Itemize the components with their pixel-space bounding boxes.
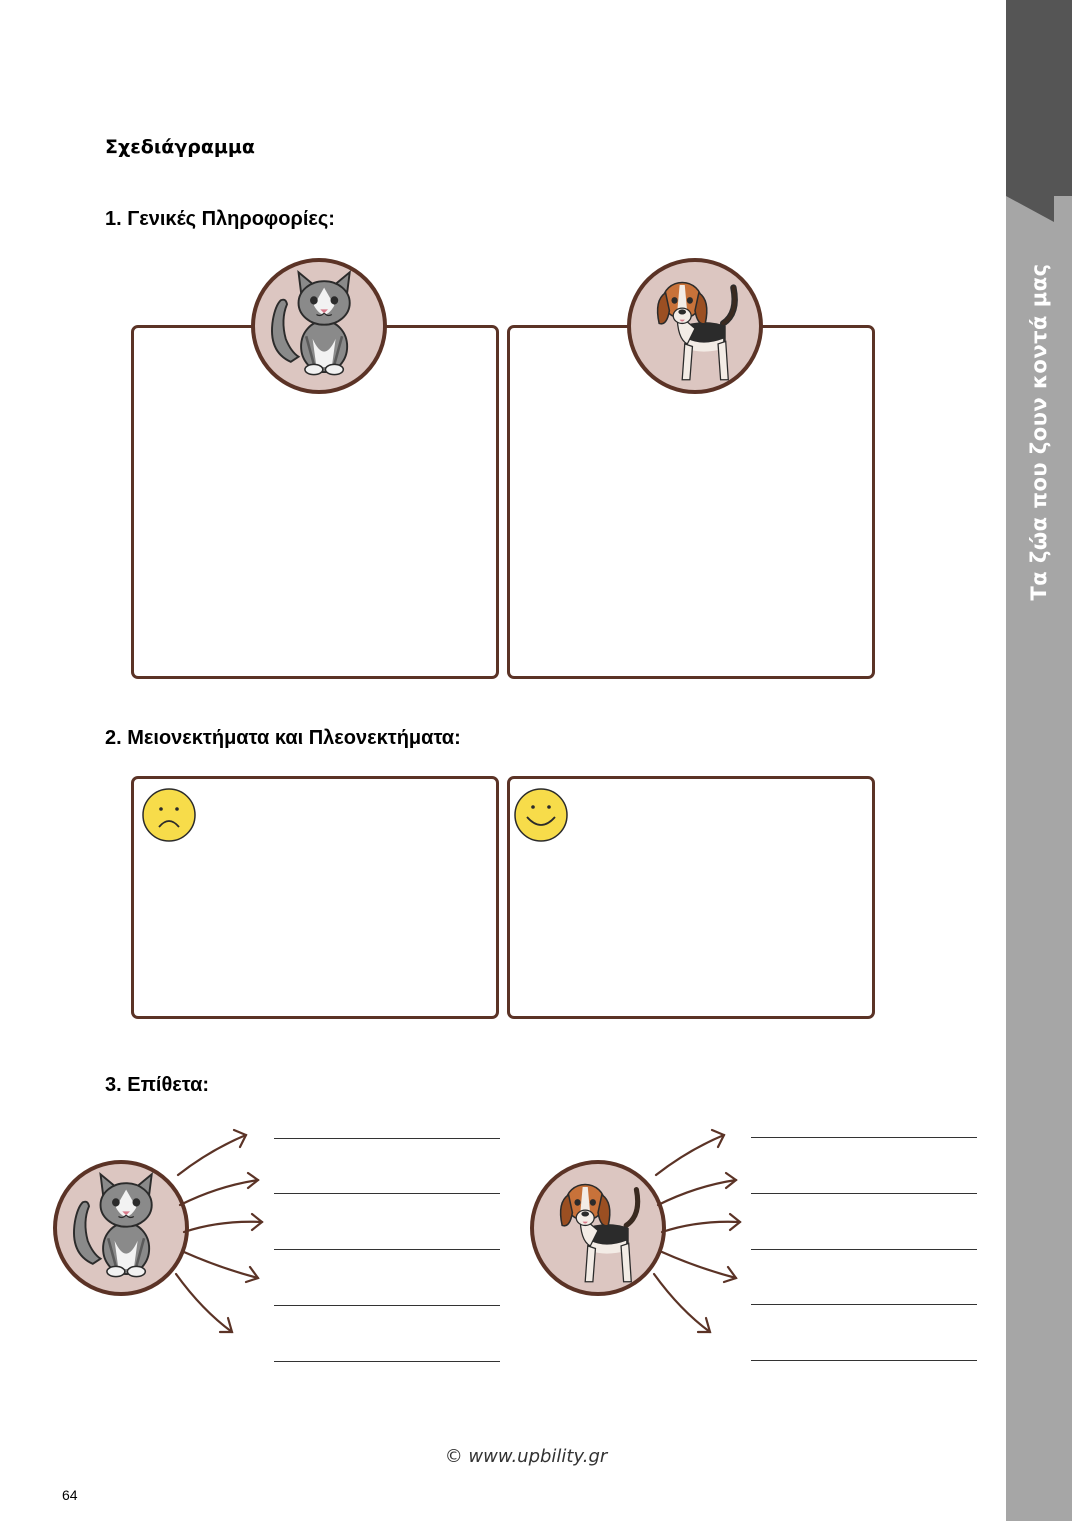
section-2-heading: 2. Μειονεκτήματα και Πλεονεκτήματα:: [105, 727, 461, 749]
cat-adjective-line-3[interactable]: [274, 1249, 500, 1250]
sidebar-vertical-title: Τα ζώα που ζουν κοντά μας: [1027, 263, 1051, 601]
arrow-icon: [654, 1274, 710, 1332]
dog-arrows: [648, 1120, 748, 1350]
cat-badge-adjectives: [53, 1160, 189, 1296]
arrow-icon: [658, 1180, 736, 1205]
section-3-heading: 3. Επίθετα:: [105, 1074, 210, 1096]
arrow-icon: [662, 1252, 736, 1278]
dog-adjective-line-5[interactable]: [751, 1360, 977, 1361]
happy-face-icon: [513, 787, 569, 843]
cat-adjective-line-4[interactable]: [274, 1305, 500, 1306]
cat-icon: [57, 1164, 185, 1292]
dog-icon: [631, 262, 759, 390]
dog-adjective-line-1[interactable]: [751, 1137, 977, 1138]
dog-badge-adjectives: [530, 1160, 666, 1296]
dog-adjective-line-3[interactable]: [751, 1249, 977, 1250]
sad-face-icon: [141, 787, 197, 843]
copyright-footer: © www.upbility.gr: [444, 1446, 608, 1467]
sidebar-notch: [1006, 196, 1054, 222]
dog-adjective-line-4[interactable]: [751, 1304, 977, 1305]
cat-badge: [251, 258, 387, 394]
dog-badge: [627, 258, 763, 394]
arrow-icon: [662, 1222, 740, 1232]
section-1-heading: 1. Γενικές Πληροφορίες:: [105, 208, 335, 230]
arrow-icon: [656, 1135, 724, 1175]
arrow-icon: [180, 1180, 258, 1205]
page-number: 64: [62, 1487, 78, 1503]
cat-adjective-line-1[interactable]: [274, 1138, 500, 1139]
page-title: Σχεδιάγραμμα: [105, 136, 255, 158]
cat-adjective-line-5[interactable]: [274, 1361, 500, 1362]
arrow-icon: [178, 1135, 246, 1175]
arrow-icon: [184, 1222, 262, 1232]
arrow-icon: [176, 1274, 232, 1332]
cat-arrows: [170, 1120, 270, 1350]
cat-adjective-line-2[interactable]: [274, 1193, 500, 1194]
dog-icon: [534, 1164, 662, 1292]
cat-icon: [255, 262, 383, 390]
sidebar-tab-dark: [1006, 0, 1072, 196]
dog-adjective-line-2[interactable]: [751, 1193, 977, 1194]
arrow-icon: [184, 1252, 258, 1278]
